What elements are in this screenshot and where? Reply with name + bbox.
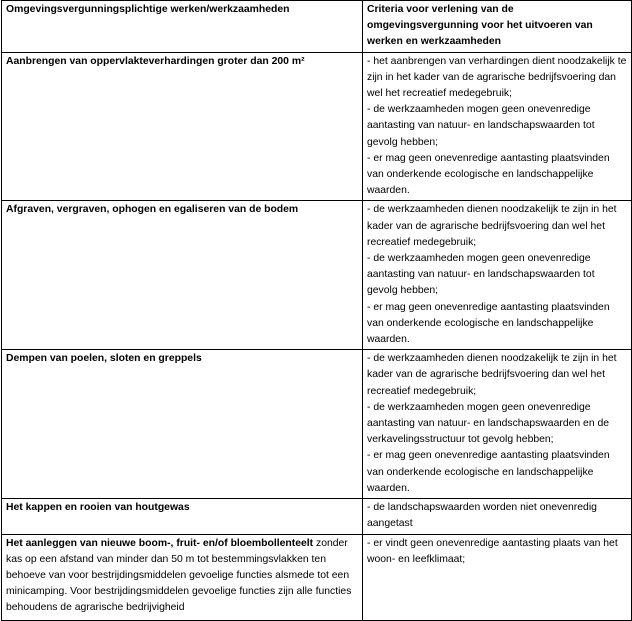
activity-cell: Het kappen en rooien van houtgewas xyxy=(2,499,363,534)
criteria-line: - de werkzaamheden mogen geen onevenredige aantasting van natuur- en landschapswaarden en de verkavelingsstructuur tot gevolg hebben; xyxy=(367,401,610,446)
criteria-line: - de landschapswaarden worden niet onevenredig aangetast xyxy=(367,502,597,530)
activity-cell: Afgraven, vergraven, ophogen en egaliseren van de bodem xyxy=(2,201,363,350)
activity-cell: Dempen van poelen, sloten en greppels xyxy=(2,350,363,499)
criteria-table xyxy=(1,0,632,621)
criteria-cell xyxy=(363,201,632,350)
table-row xyxy=(2,52,632,201)
header-criteria: Criteria voor verlening van de omgevingsvergunning voor het uitvoeren van werken en werkzaamheden xyxy=(363,1,632,53)
criteria-cell xyxy=(363,534,632,620)
criteria-cell xyxy=(363,350,632,499)
table-header-row xyxy=(2,1,632,53)
criteria-line: - de werkzaamheden dienen noodzakelijk te zijn in het kader van de agrarische bedrijfsvoering dan wel het recreatief medegebruik; xyxy=(367,204,617,248)
table-row xyxy=(2,350,632,499)
activity-cell xyxy=(2,534,363,620)
criteria-line: - er mag geen onevenredige aantasting plaatsvinden van onderkende ecologische en landschappelijke waarden. xyxy=(367,301,610,346)
criteria-cell xyxy=(363,52,632,201)
criteria-line: - de werkzaamheden mogen geen onevenredige aantasting van natuur- en landschapswaarden tot gevolg hebben; xyxy=(367,253,595,297)
activity-cell: Aanbrengen van oppervlakteverhardingen groter dan 200 m² xyxy=(2,52,363,201)
criteria-line: - de werkzaamheden dienen noodzakelijk te zijn in het kader van de agrarische bedrijfsvoering dan wel het recreatief medegebruik; xyxy=(367,353,617,397)
criteria-line: - er mag geen onevenredige aantasting plaatsvinden van onderkende ecologische en landschappelijke waarden. xyxy=(367,450,610,494)
criteria-line: - de werkzaamheden mogen geen onevenredige aantasting van natuur- en landschapswaarden tot gevolg hebben; xyxy=(367,104,595,148)
header-works: Omgevingsvergunningsplichtige werken/werkzaamheden xyxy=(2,1,363,53)
criteria-cell xyxy=(363,499,632,534)
criteria-line: - er mag geen onevenredige aantasting plaatsvinden van onderkende ecologische en landschappelijke waarden. xyxy=(367,152,610,197)
activity-description: zonder kas op een afstand van minder dan 50 m tot bestemmingsvlakken ten behoeve van voor bestrijdingsmiddelen gevoelige functies alsmede tot een minicamping. Voor bestrijdingsmiddelen gevoelige functies zijn alle functies behoudens de agrarische bedrijvigheid xyxy=(6,537,352,614)
activity-title: Het aanleggen van nieuwe boom-, fruit- en/of bloembollenteelt xyxy=(6,537,314,549)
criteria-line: - het aanbrengen van verhardingen dient noodzakelijk te zijn in het kader van de agrarische bedrijfsvoering dan wel het recreatief medegebruik; xyxy=(367,55,627,100)
table-row xyxy=(2,534,632,620)
table-row xyxy=(2,201,632,350)
criteria-line: - er vindt geen onevenredige aantasting plaats van het woon- en leefklimaat; xyxy=(367,537,618,565)
table-row xyxy=(2,499,632,534)
